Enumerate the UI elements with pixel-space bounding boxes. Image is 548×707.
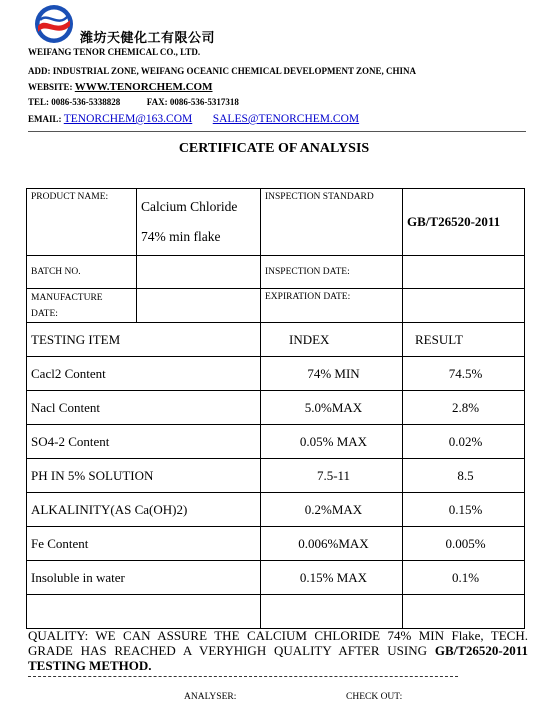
- manufacture-date-label-line-1: MANUFACTURE: [31, 292, 103, 303]
- website-label: WEBSITE:: [28, 82, 73, 92]
- tests-header-row: [27, 323, 525, 357]
- test-rows: [27, 357, 525, 629]
- test-result-cell: 8.5: [403, 459, 525, 493]
- company-name-english: WEIFANG TENOR CHEMICAL CO., LTD.: [28, 47, 201, 57]
- test-result-cell: 0.1%: [403, 561, 525, 595]
- test-result-cell: 0.005%: [403, 527, 525, 561]
- testing-item-header: TESTING ITEM: [27, 323, 261, 357]
- result-header: RESULT: [403, 323, 525, 357]
- index-header: INDEX: [261, 323, 403, 357]
- test-result-cell: 0.02%: [403, 425, 525, 459]
- test-row: [27, 357, 525, 391]
- test-row: [27, 527, 525, 561]
- expiration-date-label: EXPIRATION DATE:: [261, 289, 403, 323]
- test-index-cell: [261, 595, 403, 629]
- signature-divider: [28, 676, 458, 677]
- quality-text: QUALITY: WE CAN ASSURE THE CALCIUM CHLORIDE 74% MIN Flake, TECH. GRADE HAS REACHED A VERYHIGH QUALITY AFTER USING: [28, 628, 528, 658]
- test-result-cell: 0.15%: [403, 493, 525, 527]
- email-line: [28, 113, 359, 125]
- manufacture-date-label: [27, 289, 137, 323]
- test-index-cell: 0.2%MAX: [261, 493, 403, 527]
- inspection-date-value: [403, 256, 525, 289]
- fax-label: FAX:: [146, 97, 168, 107]
- test-row: [27, 595, 525, 629]
- website-line: [28, 81, 213, 93]
- test-row: [27, 493, 525, 527]
- test-index-cell: 7.5-11: [261, 459, 403, 493]
- manufacture-date-label-line-2: DATE:: [31, 308, 58, 319]
- test-index-cell: 0.05% MAX: [261, 425, 403, 459]
- manufacture-date-value: [137, 289, 261, 323]
- company-name-chinese: 潍坊天健化工有限公司: [80, 31, 216, 46]
- inspection-standard-label: INSPECTION STANDARD: [261, 189, 403, 256]
- test-item-cell: Fe Content: [27, 527, 261, 561]
- quality-method: GB/T26520-2011 TESTING METHOD.: [28, 643, 529, 673]
- test-item-cell: Insoluble in water: [27, 561, 261, 595]
- batch-no-label: BATCH NO.: [27, 256, 137, 289]
- test-row: [27, 459, 525, 493]
- phone-line: [28, 97, 239, 107]
- test-item-cell: PH IN 5% SOLUTION: [27, 459, 261, 493]
- tel-value: 0086-536-5338828: [51, 97, 121, 107]
- product-name-line-1: Calcium Chloride: [141, 199, 238, 214]
- test-row: [27, 425, 525, 459]
- product-name-value: [137, 189, 261, 256]
- product-row: [27, 189, 525, 256]
- document-title: CERTIFICATE OF ANALYSIS: [178, 141, 370, 156]
- analyser-label: ANALYSER:: [184, 692, 237, 702]
- test-item-cell: [27, 595, 261, 629]
- address-value: INDUSTRIAL ZONE, WEIFANG OCEANIC CHEMICAL DEVELOPMENT ZONE, CHINA: [52, 66, 417, 76]
- test-index-cell: 5.0%MAX: [261, 391, 403, 425]
- test-item-cell: Cacl2 Content: [27, 357, 261, 391]
- website-link[interactable]: WWW.TENORCHEM.COM: [74, 81, 213, 93]
- product-name-line-2: 74% min flake: [141, 229, 221, 244]
- test-index-cell: 0.15% MAX: [261, 561, 403, 595]
- address-label: ADD:: [28, 66, 51, 76]
- inspection-date-label: INSPECTION DATE:: [261, 256, 403, 289]
- address-line: [28, 66, 416, 76]
- test-result-cell: [403, 595, 525, 629]
- test-item-cell: Nacl Content: [27, 391, 261, 425]
- test-item-cell: SO4-2 Content: [27, 425, 261, 459]
- tel-label: TEL:: [28, 97, 50, 107]
- batch-no-value: [137, 256, 261, 289]
- dates-row: [27, 289, 525, 323]
- inspection-standard-value: GB/T26520-2011: [403, 189, 525, 256]
- expiration-date-value: [403, 289, 525, 323]
- fax-value: 0086-536-5317318: [169, 97, 239, 107]
- email-link-2[interactable]: SALES@TENORCHEM.COM: [212, 113, 360, 125]
- test-item-cell: ALKALINITY(AS Ca(OH)2): [27, 493, 261, 527]
- product-name-label: PRODUCT NAME:: [27, 189, 137, 256]
- email-label: EMAIL:: [28, 114, 62, 124]
- header-divider: [28, 131, 526, 132]
- batch-row: [27, 256, 525, 289]
- test-row: [27, 561, 525, 595]
- test-index-cell: 74% MIN: [261, 357, 403, 391]
- test-row: [27, 391, 525, 425]
- test-result-cell: 2.8%: [403, 391, 525, 425]
- test-result-cell: 74.5%: [403, 357, 525, 391]
- email-link-1[interactable]: TENORCHEM@163.COM: [63, 113, 193, 125]
- company-logo: [34, 4, 74, 44]
- analysis-table: [26, 188, 525, 629]
- test-index-cell: 0.006%MAX: [261, 527, 403, 561]
- quality-statement: [28, 628, 528, 673]
- check-out-label: CHECK OUT:: [346, 692, 403, 702]
